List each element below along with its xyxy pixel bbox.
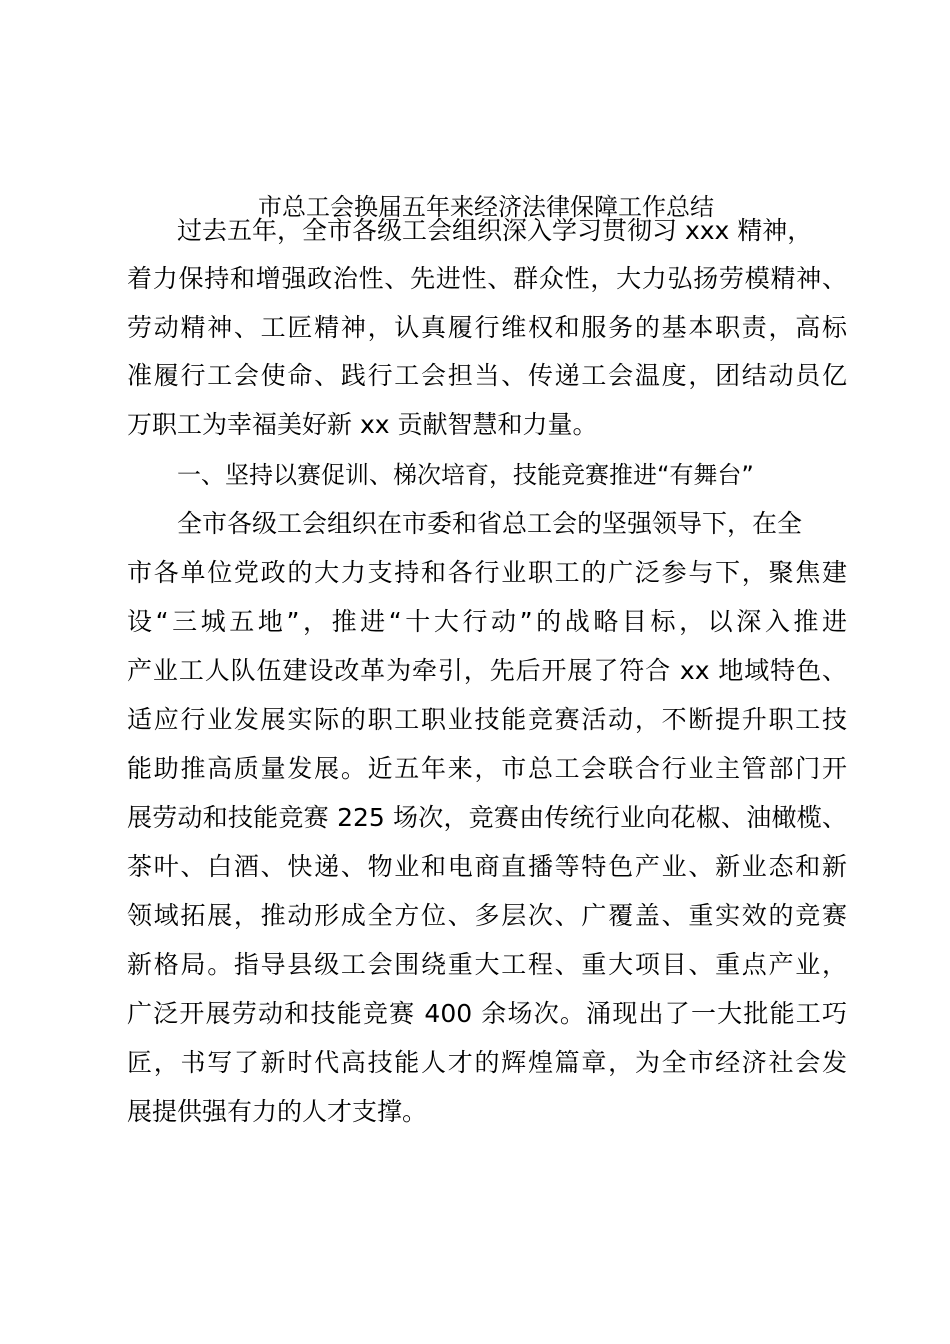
intro-line-1: 过去五年，全市各级工会组织深入学习贯彻习 xxx 精神， [177, 216, 813, 245]
section-body-line-9: 领域拓展，推动形成全方位、多层次、广覆盖、重实效的竞赛 [127, 901, 847, 930]
section-body-line-8: 茶叶、白酒、快递、物业和电商直播等特色产业、新业态和新 [127, 852, 847, 881]
intro-line-2: 着力保持和增强政治性、先进性、群众性，大力弘扬劳模精神、 [127, 264, 847, 293]
section-body-line-13: 展提供强有力的人才支撑。 [127, 1097, 428, 1126]
section-heading: 一、坚持以赛促训、梯次培育，技能竞赛推进“有舞台” [177, 461, 754, 489]
section-body-line-5: 适应行业发展实际的职工职业技能竞赛活动，不断提升职工技 [127, 705, 847, 734]
section-body-line-4: 产业工人队伍建设改革为牵引，先后开展了符合 xx 地域特色、 [127, 656, 847, 685]
intro-line-5: 万职工为幸福美好新 xx 贡献智慧和力量。 [127, 410, 598, 439]
section-body-line-7: 展劳动和技能竞赛 225 场次，竞赛由传统行业向花椒、油橄榄、 [127, 803, 847, 832]
section-body-line-2: 市各单位党政的大力支持和各行业职工的广泛参与下，聚焦建 [127, 558, 847, 587]
section-body-line-3: 设“三城五地”，推进“十大行动”的战略目标，以深入推进 [127, 607, 847, 636]
section-body-line-11: 广泛开展劳动和技能竞赛 400 余场次。涌现出了一大批能工巧 [127, 999, 847, 1028]
section-body-line-6: 能助推高质量发展。近五年来，市总工会联合行业主管部门开 [127, 754, 847, 783]
intro-line-3: 劳动精神、工匠精神，认真履行维权和服务的基本职责，高标 [127, 313, 847, 342]
section-body-line-1: 全市各级工会组织在市委和省总工会的坚强领导下，在全 [177, 509, 803, 538]
document-title: 市总工会换届五年来经济法律保障工作总结 [258, 193, 714, 221]
intro-line-4: 准履行工会使命、践行工会担当、传递工会温度，团结动员亿 [127, 361, 847, 390]
section-body-line-12: 匠，书写了新时代高技能人才的辉煌篇章，为全市经济社会发 [127, 1048, 847, 1077]
section-body-line-10: 新格局。指导县级工会围绕重大工程、重大项目、重点产业， [127, 950, 847, 979]
